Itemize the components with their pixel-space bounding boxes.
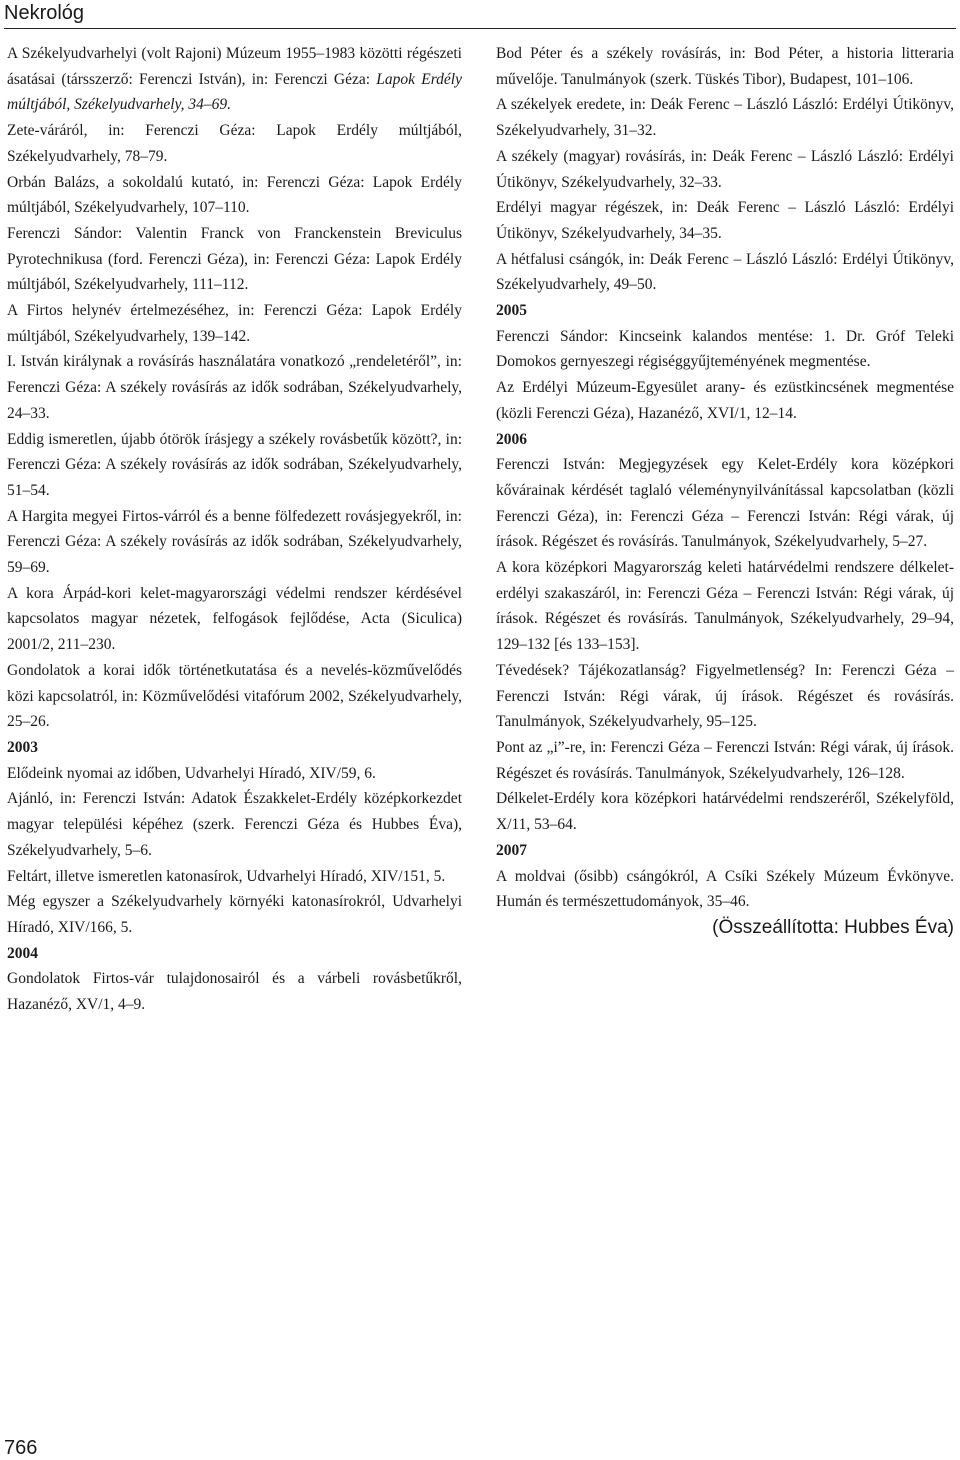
bibliography-entry: A Székelyudvarhelyi (volt Rajoni) Múzeum 1955–1983 közötti régészeti ásatásai (társszerző: Ferenczi István), in: Ferenczi Géza: Lapok Erdély múltjából, Székelyudvarhely, 34–69. [7, 45, 462, 114]
page-number: 766 [4, 1437, 38, 1459]
bibliography-entry: Gondolatok a korai idők történetkutatása és a nevelés-közművelődés közi kapcsolatról, in: Közművelődési vitafórum 2002, Székelyudvarhely, 25–26. [7, 661, 462, 731]
bibliography-entry: A hétfalusi csángók, in: Deák Ferenc – László László: Erdélyi Útikönyv, Székelyudvarhely, 49–50. [496, 250, 954, 294]
bibliography-entry: A Hargita megyei Firtos-várról és a benne fölfedezett rovásjegyekről, in: Ferenczi Géza: A székely rovásírás az idők sodrában, Székelyudvarhely, 59–69. [7, 507, 462, 577]
left-column [7, 41, 462, 1018]
year-heading: 2004 [7, 944, 38, 962]
bibliography-entry: Bod Péter és a székely rovásírás, in: Bod Péter, a historia litteraria művelője. Tanulmányok (szerk. Tüskés Tibor), Budapest, 101–106. [496, 45, 954, 88]
bibliography-entry: A kora Árpád-kori kelet-magyarországi védelmi rendszer kérdésével kapcsolatos magyar nézetek, felfogások fejlődése, Acta (Siculica) 2001/2, 211–230. [7, 584, 462, 654]
bibliography-entry: Ferenczi István: Megjegyzések egy Kelet-Erdély kora középkori kővárainak kérdését taglaló véleménynyilvánítással kapcsolatban (közli Ferenczi Géza), in: Ferenczi Géza – Ferenczi István: Régi várak, új írások. Régészet és rovásírás. Tanulmányok, Székelyudvarhely, 5–27. [496, 456, 954, 551]
bibliography-entry: Gondolatok Firtos-vár tulajdonosairól és a várbeli rovásbetűkről, Hazanéző, XV/1, 4–9. [7, 970, 462, 1014]
bibliography-entry: A székely (magyar) rovásírás, in: Deák Ferenc – László László: Erdélyi Útikönyv, Székelyudvarhely, 32–33. [496, 147, 954, 191]
bibliography-entry: A székelyek eredete, in: Deák Ferenc – László László: Erdélyi Útikönyv, Székelyudvarhely, 31–32. [496, 96, 954, 140]
bibliography-entry: Feltárt, illetve ismeretlen katonasírok, Udvarhelyi Híradó, XIV/151, 5. [7, 867, 446, 885]
year-heading: 2006 [496, 430, 527, 448]
bibliography-entry: Ferenczi Sándor: Kincseink kalandos mentése: 1. Dr. Gróf Teleki Domokos gernyeszegi régiséggyűjteményének megmentése. [496, 327, 954, 371]
year-heading: 2007 [496, 841, 527, 859]
bibliography-entry: Elődeink nyomai az időben, Udvarhelyi Híradó, XIV/59, 6. [7, 764, 376, 782]
bibliography-entry: Az Erdélyi Múzeum-Egyesület arany- és ezüstkincsének megmentése (közli Ferenczi Géza), Hazanéző, XVI/1, 12–14. [496, 379, 954, 422]
bibliography-entry: Tévedések? Tájékozatlanság? Figyelmetlenség? In: Ferenczi Géza – Ferenczi István: Régi várak, új írások. Régészet és rovásírás. Tanulmányok, Székelyudvarhely, 95–125. [496, 661, 954, 731]
bibliography-entry: I. István királynak a rovásírás használatára vonatkozó „rendeletéről”, in: Ferenczi Géza: A székely rovásírás az idők sodrában, Székelyudvarhely, 24–33. [7, 353, 462, 422]
bibliography-entry: Erdélyi magyar régészek, in: Deák Ferenc – László László: Erdélyi Útikönyv, Székelyudvarhely, 34–35. [496, 199, 954, 242]
bibliography-entry: Délkelet-Erdély kora középkori határvédelmi rendszeréről, Székelyföld, X/11, 53–64. [496, 790, 954, 834]
compiler-credit: (Összeállította: Hubbes Éva) [712, 916, 954, 938]
running-header [4, 0, 956, 29]
bibliography-entry: Ajánló, in: Ferenczi István: Adatok Északkelet-Erdély középkorkezdet magyar települési képéhez (szerk. Ferenczi Géza és Hubbes Éva), Székelyudvarhely, 5–6. [7, 790, 462, 859]
bibliography-entry: Ferenczi Sándor: Valentin Franck von Franckenstein Breviculus Pyrotechnikusa (ford. Ferenczi Géza), in: Ferenczi Géza: Lapok Erdély múltjából, Székelyudvarhely, 111–112. [7, 224, 462, 294]
bibliography-entry: Eddig ismeretlen, újabb ótörök írásjegy a székely rovásbetűk között?, in: Ferenczi Géza: A székely rovásírás az idők sodrában, Székelyudvarhely, 51–54. [7, 430, 462, 499]
year-heading: 2005 [496, 302, 527, 320]
section-title: Nekrológ [4, 2, 85, 24]
bibliography-entry: Zete-váráról, in: Ferenczi Géza: Lapok Erdély múltjából, Székelyudvarhely, 78–79. [7, 122, 462, 165]
bibliography-entry: Pont az „i”-re, in: Ferenczi Géza – Ferenczi István: Régi várak, új írások. Régészet és rovásírás. Tanulmányok, Székelyudvarhely, 126–128. [496, 738, 954, 782]
bibliography-entry: A kora középkori Magyarország keleti határvédelmi rendszere délkelet-erdélyi szakaszáról, in: Ferenczi Géza – Ferenczi István: Régi várak, új írások. Régészet és rovásírás. Tanulmányok, Székelyudvarhely, 29–94, 129–132 [és 133–153]. [496, 559, 954, 654]
bibliography-entry: Orbán Balázs, a sokoldalú kutató, in: Ferenczi Géza: Lapok Erdély múltjából, Székelyudvarhely, 107–110. [7, 173, 462, 217]
bibliography-entry: Még egyszer a Székelyudvarhely környéki katonasírokról, Udvarhelyi Híradó, XIV/166, 5. [7, 893, 462, 936]
bibliography-entry: A moldvai (ősibb) csángókról, A Csíki Székely Múzeum Évkönyve. Humán és természettudományok, 35–46. [496, 867, 954, 911]
bibliography-entry: A Firtos helynév értelmezéséhez, in: Ferenczi Géza: Lapok Erdély múltjából, Székelyudvarhely, 139–142. [7, 302, 462, 345]
year-heading: 2003 [7, 738, 38, 756]
right-column [496, 41, 954, 941]
